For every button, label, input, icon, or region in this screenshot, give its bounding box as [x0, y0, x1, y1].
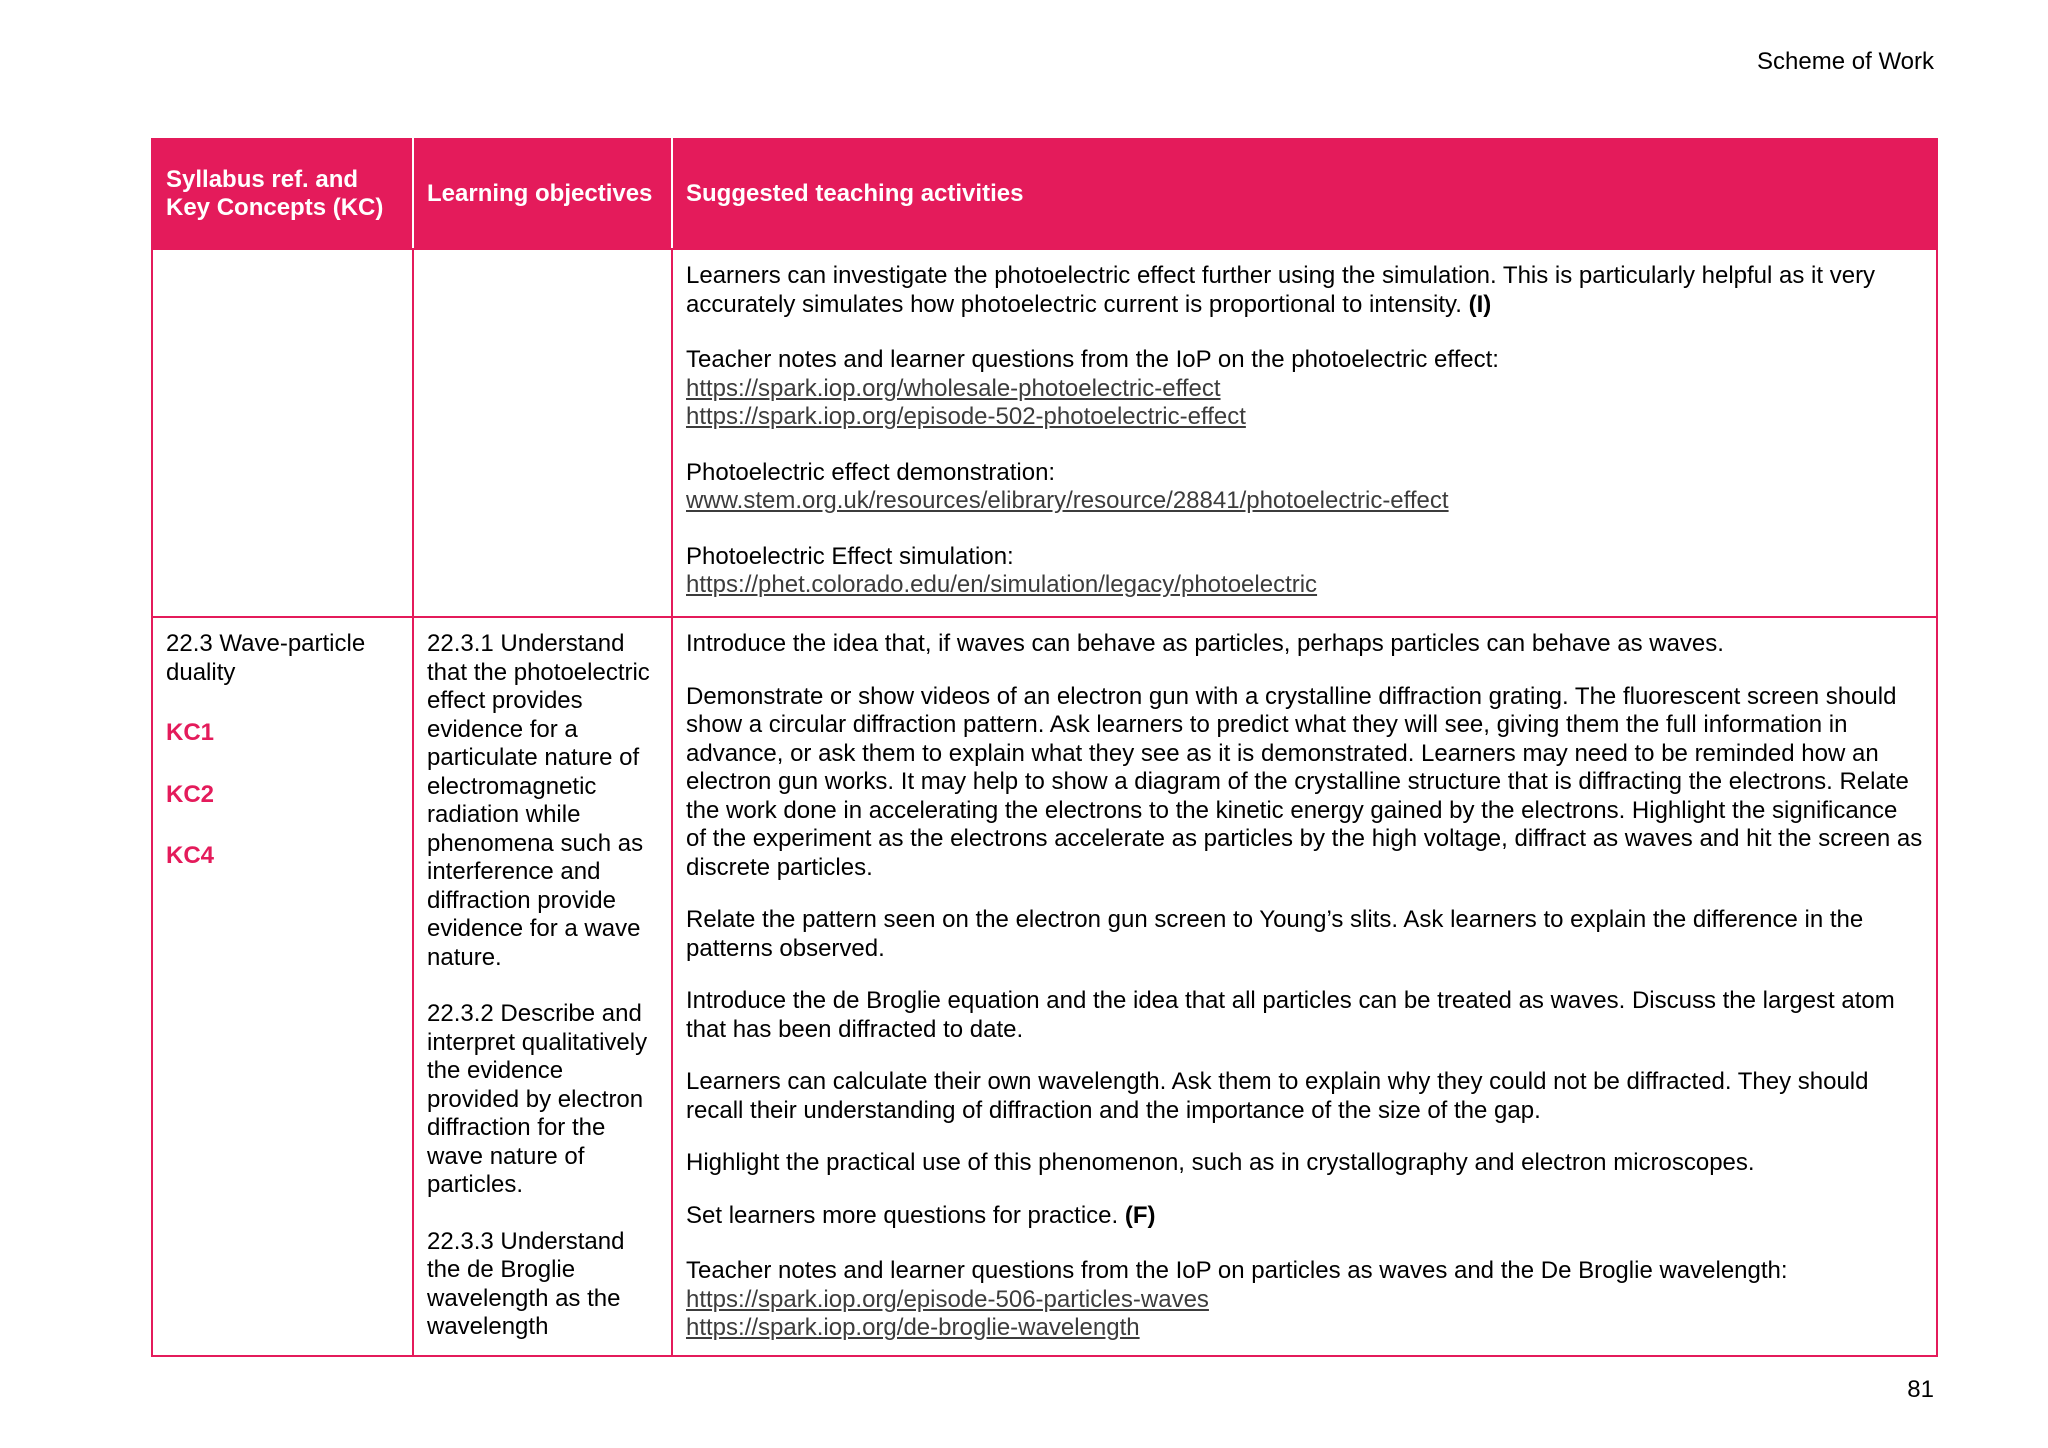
- objective-22-3-2: 22.3.2 Describe and interpret qualitatively the evidence provided by electron diffraction for the wave nature of particles.: [427, 1000, 648, 1198]
- key-concept-kc4: KC4: [166, 842, 215, 869]
- table-header-row: [152, 139, 1937, 249]
- activity-paragraph: Highlight the practical use of this phenomenon, such as in crystallography and electron microscopes.: [686, 1149, 1755, 1176]
- activity-iop-notes: Teacher notes and learner questions from the IoP on the photoelectric effect: https://spark.iop.org/wholesale-photoelectric-effect https://spark.iop.org/episode-502-photoelectric-effect: [686, 346, 1923, 432]
- activity-demonstration: Photoelectric effect demonstration: www.stem.org.uk/resources/elibrary/resource/28841/photoelectric-effect: [686, 459, 1923, 516]
- objective-22-3-3: 22.3.3 Understand the de Broglie wavelength as the wavelength: [427, 1227, 625, 1340]
- activity-iop-particles-waves: Teacher notes and learner questions from the IoP on particles as waves and the De Broglie wavelength: https://spark.iop.org/episode-506-particles-waves https://spark.iop.org/de-broglie-wavelength: [686, 1257, 1923, 1343]
- activity-paragraph: Demonstrate or show videos of an electron gun with a crystalline diffraction grating. The fluorescent screen should show a circular diffraction pattern. Ask learners to predict what they will see, giving them the full information in advance, or ask them to explain what they see as it is demonstrated. Learners may need to be reminded how an electron gun works. It may help to show a diagram of the crystalline structure that is diffracting the electrons. Relate the work done in accelerating the electrons to the kinetic energy gained by the electrons. Highlight the significance of the experiment as the electrons accelerate as particles by the high voltage, diffract as waves and hit the screen as discrete particles.: [686, 682, 1923, 881]
- objective-22-3-1: 22.3.1 Understand that the photoelectric effect provides evidence for a particulate nature of electromagnetic radiation while phenomena such as interference and diffraction provide evidence for a wave nature.: [427, 630, 650, 971]
- stem-photoelectric-link[interactable]: www.stem.org.uk/resources/elibrary/resource/28841/photoelectric-effect: [686, 487, 1449, 514]
- header-syllabus-ref: Syllabus ref. and Key Concepts (KC): [152, 139, 413, 249]
- activity-paragraph: Relate the pattern seen on the electron gun screen to Young’s slits. Ask learners to explain the difference in the patterns observed.: [686, 906, 1864, 962]
- activity-paragraph: Introduce the de Broglie equation and the idea that all particles can be treated as waves. Discuss the largest atom that has been diffracted to date.: [686, 987, 1895, 1043]
- formative-code: (F): [1124, 1201, 1156, 1229]
- phet-photoelectric-link[interactable]: https://phet.colorado.edu/en/simulation/legacy/photoelectric: [686, 571, 1318, 598]
- header-teaching-activities: Suggested teaching activities: [672, 139, 1937, 249]
- syllabus-ref-text: 22.3 Wave-particle duality: [166, 630, 366, 686]
- key-concept-kc1: KC1: [166, 719, 215, 746]
- header-learning-objectives: Learning objectives: [413, 139, 672, 249]
- page-number: 81: [1907, 1376, 1934, 1403]
- syllabus-ref-cell: [152, 617, 413, 1356]
- activities-cell: [672, 617, 1937, 1356]
- iop-de-broglie-link[interactable]: https://spark.iop.org/de-broglie-wavelength: [686, 1314, 1140, 1341]
- syllabus-ref-cell-empty: [152, 249, 413, 617]
- activity-practice: Set learners more questions for practice. (F): [686, 1201, 1156, 1229]
- objectives-cell: [413, 617, 672, 1356]
- iop-episode-502-link[interactable]: https://spark.iop.org/episode-502-photoelectric-effect: [686, 403, 1246, 430]
- key-concept-kc2: KC2: [166, 780, 215, 808]
- scheme-of-work-table: [151, 138, 1938, 1357]
- table-row: [152, 617, 1937, 1356]
- activity-simulation: Learners can investigate the photoelectric effect further using the simulation. This is particularly helpful as it very accurately simulates how photoelectric current is proportional to intensity. (I): [686, 262, 1876, 318]
- activity-paragraph: Learners can calculate their own wavelength. Ask them to explain why they could not be diffracted. They should recall their understanding of diffraction and the importance of the size of the gap.: [686, 1068, 1869, 1124]
- objectives-cell-empty: [413, 249, 672, 617]
- activity-phet-simulation: Photoelectric Effect simulation: https://phet.colorado.edu/en/simulation/legacy/photoelectric: [686, 543, 1923, 600]
- table-row: [152, 249, 1937, 617]
- activities-cell: [672, 249, 1937, 617]
- independent-code: (I): [1468, 290, 1492, 318]
- iop-episode-506-link[interactable]: https://spark.iop.org/episode-506-particles-waves: [686, 1285, 1209, 1313]
- activity-paragraph: Introduce the idea that, if waves can behave as particles, perhaps particles can behave as waves.: [686, 630, 1724, 657]
- document-header-title: Scheme of Work: [1757, 48, 1934, 75]
- iop-wholesale-photoelectric-link[interactable]: https://spark.iop.org/wholesale-photoelectric-effect: [686, 374, 1221, 402]
